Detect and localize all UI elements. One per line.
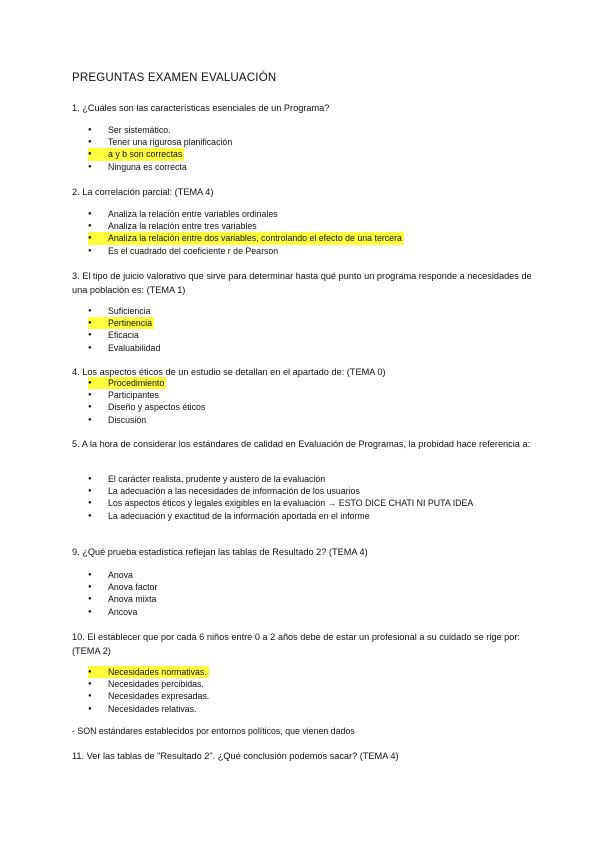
option-item: ● Suficiencia [88, 305, 160, 317]
option-item: ● El carácter realista, prudente y austero de la evaluación [88, 473, 473, 485]
option-item: ● Es el cuadrado del coeficiente r de Pearson [88, 245, 404, 257]
option-item: ● Participantes [88, 389, 205, 401]
option-item: ● Analiza la relación entre variables ordinales [88, 208, 404, 220]
note-text: - SON estándares establecidos por entornos políticos, que vienen dados [72, 726, 355, 736]
option-item: ● Analiza la relación entre tres variables [88, 220, 404, 232]
question-11: 11. Ver las tablas de "Resultado 2". ¿Qué conclusión podemos sacar? (TEMA 4) [72, 751, 399, 761]
option-item: ● Anova [88, 569, 157, 581]
option-item: ● Necesidades relativas. [88, 703, 209, 715]
option-item: ● Los aspectos éticos y legales exigibles en la evaluación → ESTO DICE CHATI NI PUTA IDEA [88, 497, 473, 509]
question-4: 4. Los aspectos éticos de un estudio se detallan en el apartado de: (TEMA 0) [72, 367, 386, 377]
option-item: ● Eficacia [88, 329, 160, 341]
document-title: PREGUNTAS EXAMEN EVALUACIÓN [72, 72, 277, 84]
options-list-5 [88, 473, 473, 522]
question-3: 3. El tipo de juicio valorativo que sirve para determinar hasta qué punto un programa responde a necesidades de una población es: (TEMA 1) [72, 271, 532, 295]
option-item: ● Necesidades percibidas. [88, 678, 209, 690]
options-list-10 [88, 666, 209, 715]
options-list-1 [88, 124, 232, 173]
option-item: ● La adecuación y exactitud de la información aportada en el informe [88, 510, 473, 522]
options-list-9 [88, 569, 157, 618]
options-list-2 [88, 208, 404, 257]
option-item: ● Anova mixta [88, 593, 157, 605]
option-item: ● Discusión [88, 414, 205, 426]
option-item: ● a y b son correctas [88, 148, 184, 160]
option-item: ● Ancova [88, 606, 157, 618]
option-item: ● La adecuación a las necesidades de información de los usuarios [88, 485, 473, 497]
question-2: 2. La correlación parcial: (TEMA 4) [72, 187, 214, 197]
option-item: ● Pertinencia [88, 317, 154, 329]
question-10: 10. El establecer que por cada 6 niños entre 0 a 2 años debe de estar un profesional a su cuidado se rige por: (TEMA 2) [72, 632, 520, 656]
option-item: ● Analiza la relación entre dos variables, controlando el efecto de una tercera [88, 232, 404, 244]
option-item: ● Diseño y aspectos éticos [88, 401, 205, 413]
question-9: 9. ¿Qué prueba estadística reflejan las tablas de Resultado 2? (TEMA 4) [72, 547, 368, 557]
options-list-3 [88, 305, 160, 354]
question-5: 5. A la hora de considerar los estándares de calidad en Evaluación de Programas, la probidad hace referencia a: [72, 439, 531, 449]
option-item: ● Necesidades expresadas. [88, 690, 209, 702]
options-list-4 [88, 377, 205, 426]
option-item: ● Evaluabilidad [88, 342, 160, 354]
option-item: ● Ser sistemático. [88, 124, 232, 136]
option-item: ● Tener una rigurosa planificación [88, 136, 232, 148]
option-item: ● Necesidades normativas. [88, 666, 209, 678]
question-1: 1. ¿Cuáles son las características esenciales de un Programa? [72, 103, 330, 113]
option-item: ● Ninguna es correcta [88, 161, 232, 173]
option-item: ● Procedimiento [88, 377, 166, 389]
option-item: ● Anova factor [88, 581, 157, 593]
